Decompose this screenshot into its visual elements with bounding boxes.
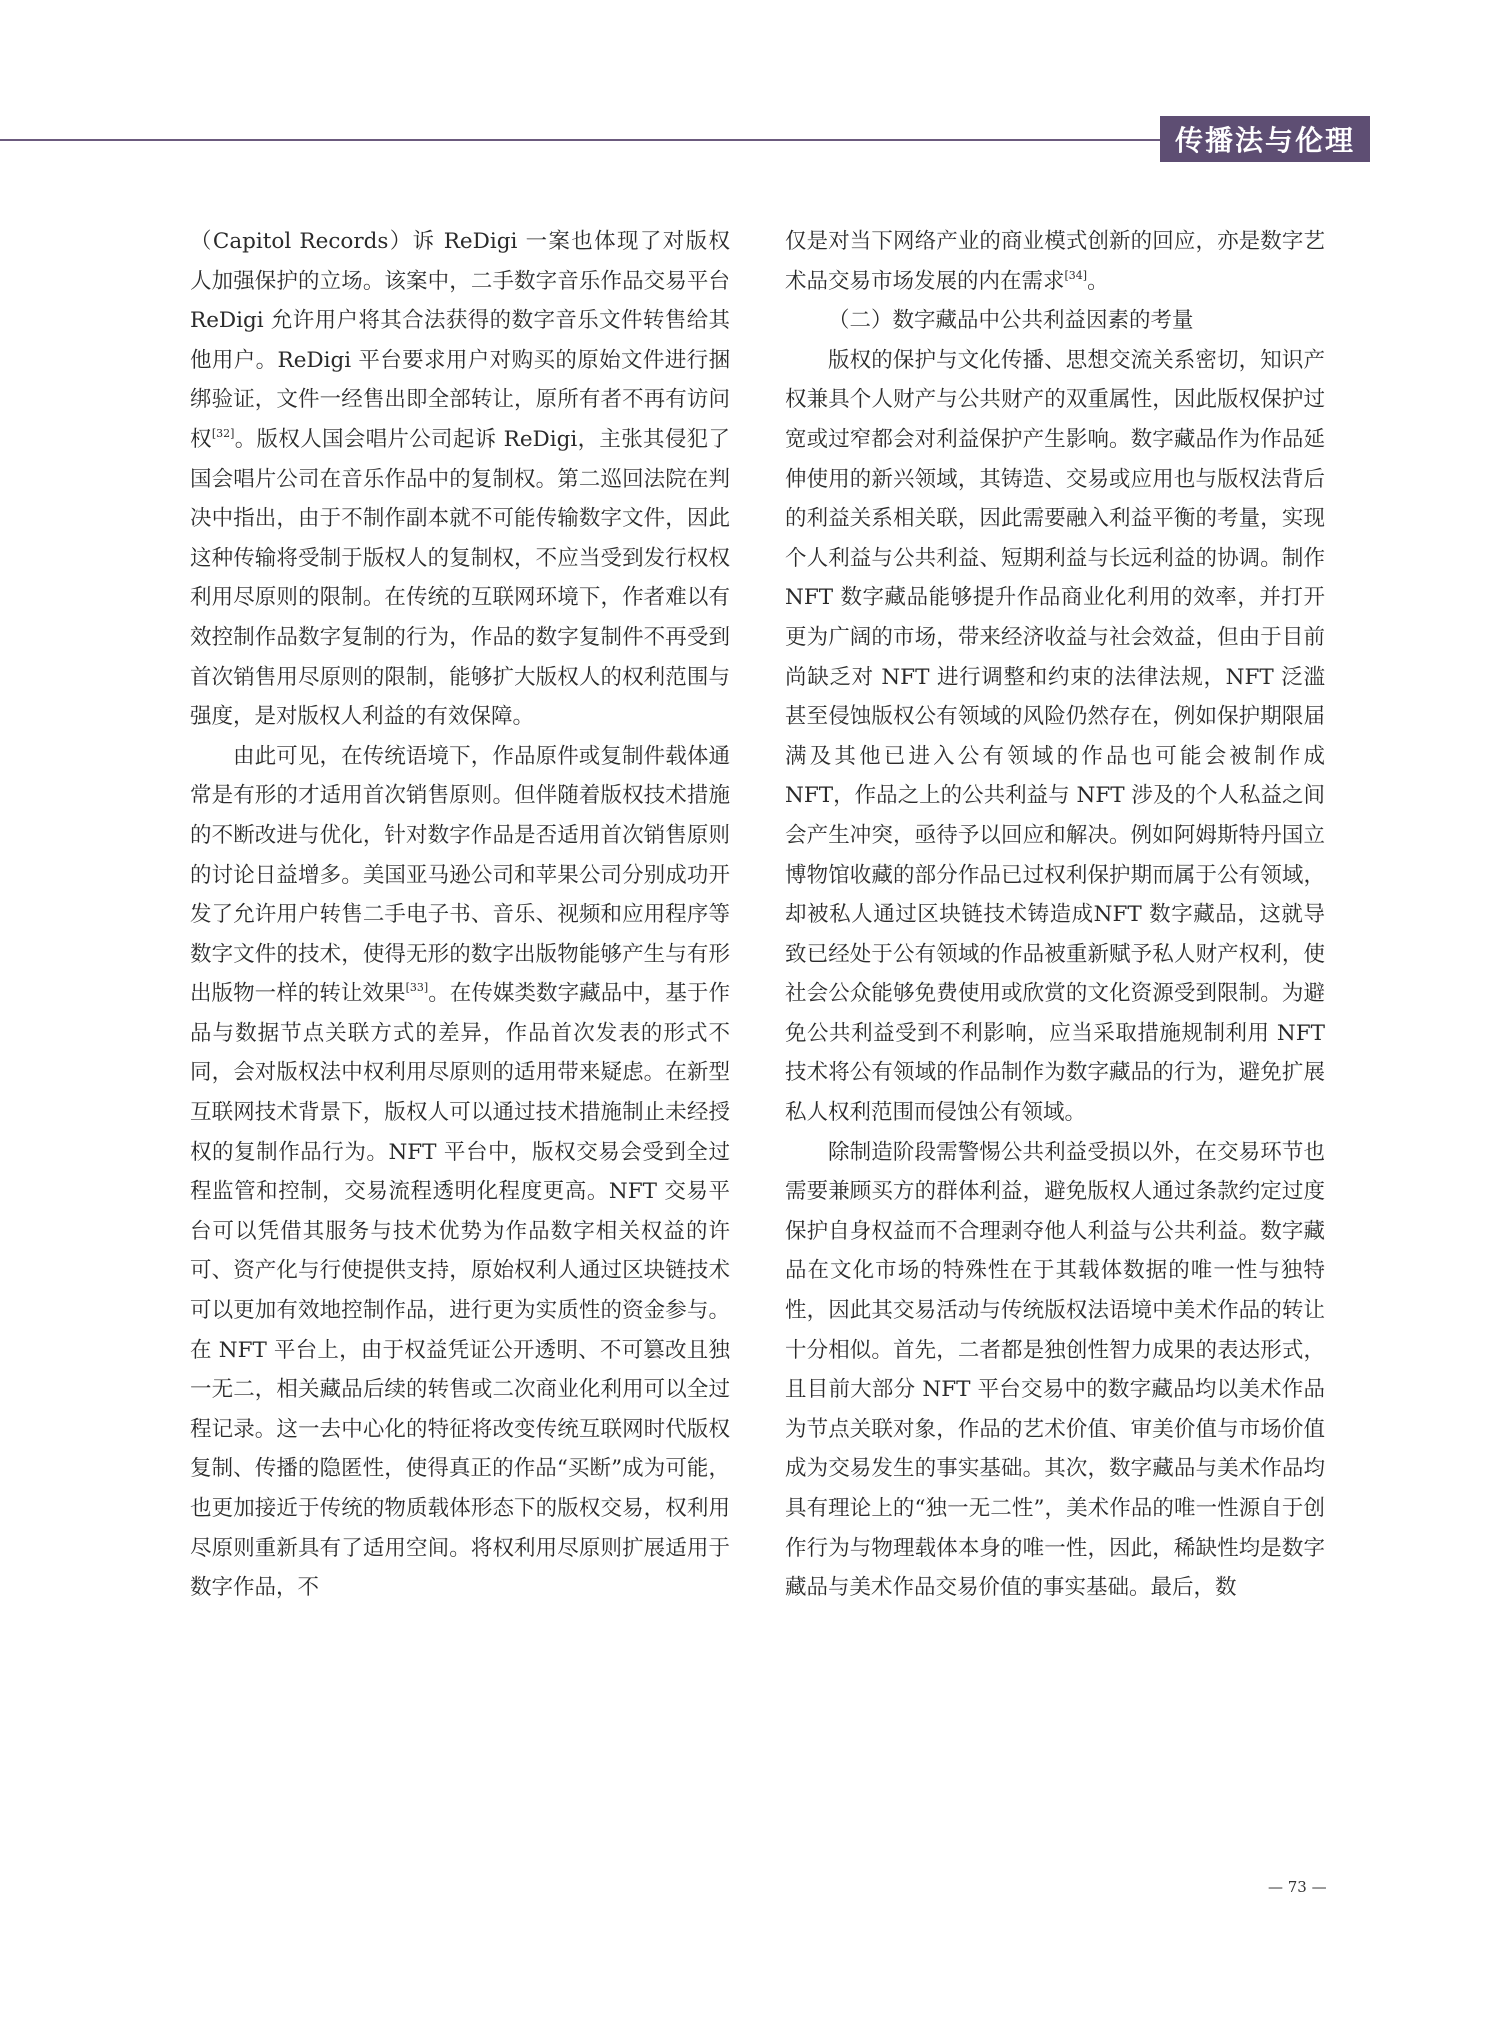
right-p1-text-a: 仅是对当下网络产业的商业模式创新的回应，亦是数字艺术品交易市场发展的内在需求 [785,229,1325,294]
section-tab: 传播法与伦理 [1160,116,1370,162]
left-p2-text-a: 由此可见，在传统语境下，作品原件或复制件载体通常是有形的才适用首次销售原则。但伴随着版权技术措施的不断改进与优化，针对数字作品是否适用首次销售原则的讨论日益增多。美国亚马逊公司和苹果公司分别成功开发了允许用户转售二手电子书、音乐、视频和应用程序等数字文件的技术，使得无形的数字出版物能够产生与有形出版物一样的转让效果 [190,743,730,1007]
left-p1-text-a: （Capitol Records）诉 ReDigi 一案也体现了对版权人加强保护的立场。该案中，二手数字音乐作品交易平台 ReDigi 允许用户将其合法获得的数字音乐文件转售给其他用户。ReDigi 平台要求用户对购买的原始文件进行捆绑验证，文件一经售出即全部转让，原所有者不再有访问权 [190,229,730,452]
left-column [190,222,730,1608]
left-p2-text-b: 。在传媒类数字藏品中，基于作品与数据节点关联方式的差异，作品首次发表的形式不同，会对版权法中权利用尽原则的适用带来疑虑。在新型互联网技术背景下，版权人可以通过技术措施制止未经授权的复制作品行为。NFT 平台中，版权交易会受到全过程监管和控制，交易流程透明化程度更高。NFT 交易平台可以凭借其服务与技术优势为作品数字相关权益的许可、资产化与行使提供支持，原始权利人通过区块链技术可以更加有效地控制作品，进行更为实质性的资金参与。在 NFT 平台上，由于权益凭证公开透明、不可篡改且独一无二，相关藏品后续的转售或二次商业化利用可以全过程记录。这一去中心化的特征将改变传统互联网时代版权复制、传播的隐匿性，使得真正的作品“买断”成为可能，也更加接近于传统的物质载体形态下的版权交易，权利用尽原则重新具有了适用空间。将权利用尽原则扩展适用于数字作品，不 [190,981,730,1601]
right-paragraph-2: 版权的保护与文化传播、思想交流关系密切，知识产权兼具个人财产与公共财产的双重属性，因此版权保护过宽或过窄都会对利益保护产生影响。数字藏品作为作品延伸使用的新兴领域，其铸造、交易或应用也与版权法背后的利益关系相关联，因此需要融入利益平衡的考量，实现个人利益与公共利益、短期利益与长远利益的协调。制作 NFT 数字藏品能够提升作品商业化利用的效率，并打开更为广阔的市场，带来经济收益与社会效益，但由于目前尚缺乏对 NFT 进行调整和约束的法律法规，NFT 泛滥甚至侵蚀版权公有领域的风险仍然存在，例如保护期限届满及其他已进入公有领域的作品也可能会被制作成 NFT，作品之上的公共利益与 NFT 涉及的个人私益之间会产生冲突，亟待予以回应和解决。例如阿姆斯特丹国立博物馆收藏的部分作品已过权利保护期而属于公有领域，却被私人通过区块链技术铸造成NFT 数字藏品，这就导致已经处于公有领域的作品被重新赋予私人财产权利，使社会公众能够免费使用或欣赏的文化资源受到限制。为避免公共利益受到不利影响，应当采取措施规制利用 NFT 技术将公有领域的作品制作为数字藏品的行为，避免扩展私人权利范围而侵蚀公有领域。 [785,347,1325,1126]
citation-32: [32] [211,426,235,440]
right-paragraph-1 [785,222,1325,301]
left-p1-text-b: 。版权人国会唱片公司起诉 ReDigi，主张其侵犯了国会唱片公司在音乐作品中的复制权。第二巡回法院在判决中指出，由于不制作副本就不可能传输数字文件，因此这种传输将受制于版权人的复制权，不应当受到发行权权利用尽原则的限制。在传统的互联网环境下，作者难以有效控制作品数字复制的行为，作品的数字复制件不再受到首次销售用尽原则的限制，能够扩大版权人的权利范围与强度，是对版权人利益的有效保障。 [190,426,730,730]
citation-34: [34] [1064,268,1088,282]
right-p1-text-b: 。 [1087,268,1109,294]
right-column [785,222,1325,1608]
left-paragraph-1 [190,222,730,737]
page-number: — 73 — [1268,1878,1327,1896]
citation-33: [33] [405,981,429,995]
left-paragraph-2 [190,737,730,1608]
right-paragraph-3: 除制造阶段需警惕公共利益受损以外，在交易环节也需要兼顾买方的群体利益，避免版权人通过条款约定过度保护自身权益而不合理剥夺他人利益与公共利益。数字藏品在文化市场的特殊性在于其载体数据的唯一性与独特性，因此其交易活动与传统版权法语境中美术作品的转让十分相似。首先，二者都是独创性智力成果的表达形式，且目前大部分 NFT 平台交易中的数字藏品均以美术作品为节点关联对象，作品的艺术价值、审美价值与市场价值成为交易发生的事实基础。其次，数字藏品与美术作品均具有理论上的“独一无二性”，美术作品的唯一性源自于创作行为与物理载体本身的唯一性，因此，稀缺性均是数字藏品与美术作品交易价值的事实基础。最后，数 [785,1139,1325,1601]
header-rule [0,139,1160,141]
section-subheading: （二）数字藏品中公共利益因素的考量 [828,308,1194,334]
